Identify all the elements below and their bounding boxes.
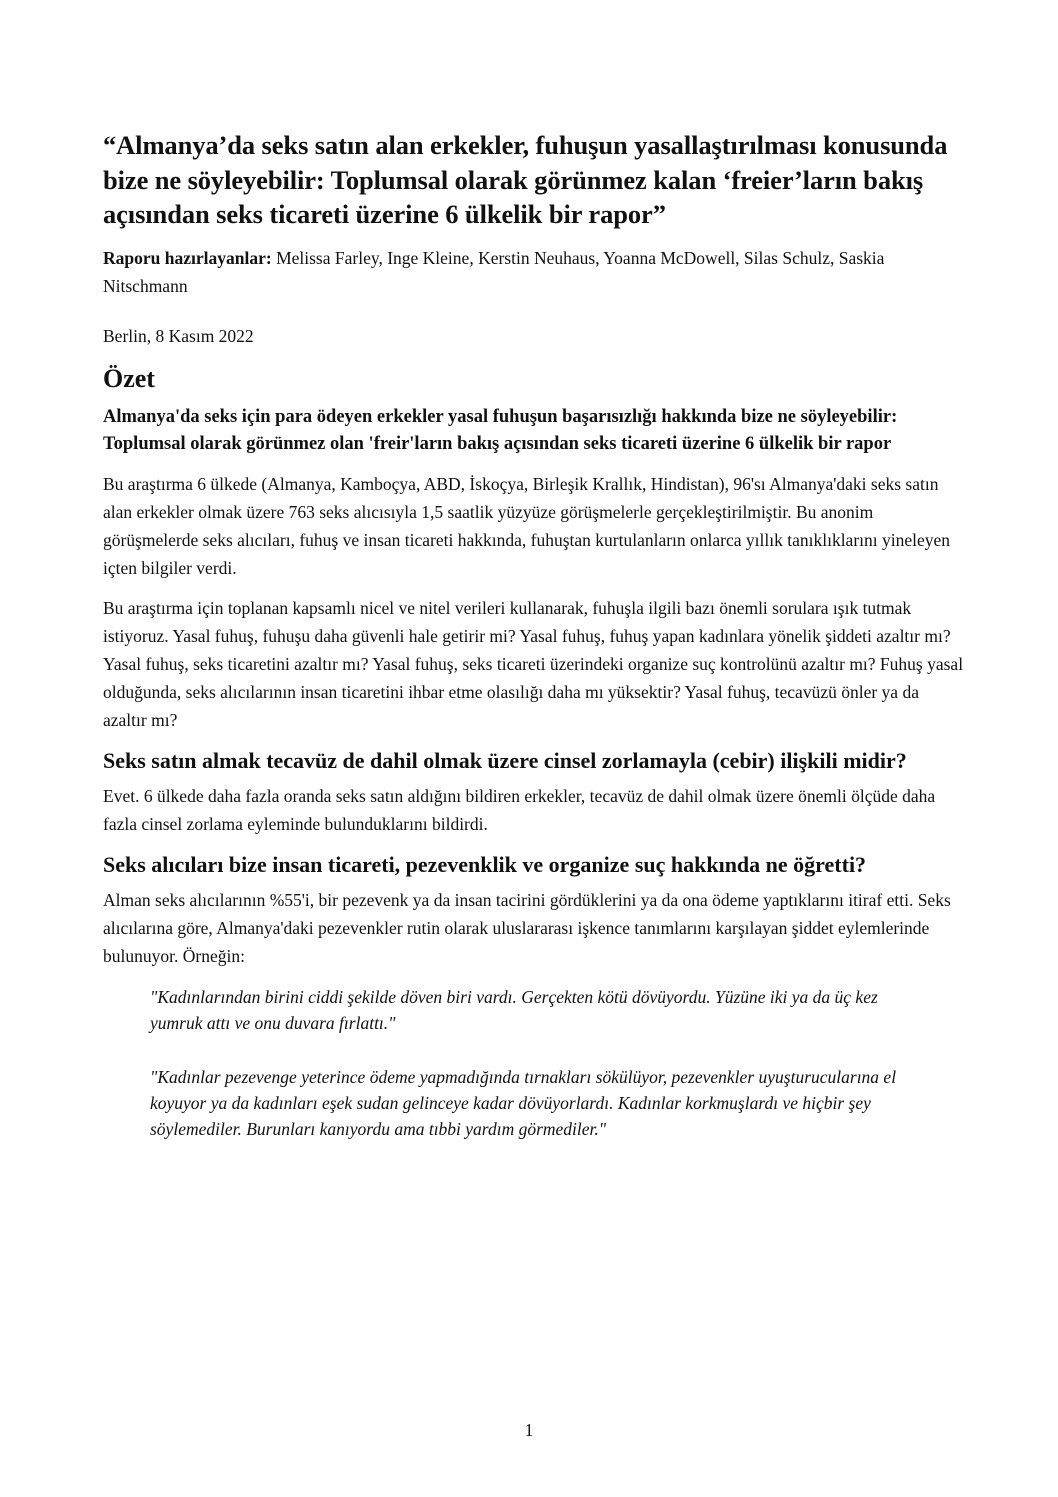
trafficking-section-heading: Seks alıcıları bize insan ticareti, pezevenklik ve organize suç hakkında ne öğretti?: [103, 851, 867, 877]
page-content: [103, 116, 965, 1142]
coercion-section-paragraph: Evet. 6 ülkede daha fazla oranda seks satın aldığını bildiren erkekler, tecavüz de dahil olmak üzere önemli ölçüde daha fazla cinsel zorlama eyleminde bulunduklarını bildirdi.: [103, 785, 936, 834]
page-number: 1: [524, 1420, 534, 1440]
authors-line: [103, 244, 965, 300]
summary-subtitle: Almanya'da seks için para ödeyen erkekler yasal fuhuşun başarısızlığı hakkında bize ne söyleyebilir: Toplumsal olarak görünmez olan 'freir'ların bakış açısından seks ticareti üzerine 6 ülkelik bir rapor: [103, 406, 898, 454]
block-quote-1: "Kadınlarından birini ciddi şekilde döven biri vardı. Gerçekten kötü dövüyordu. Yüzüne iki ya da üç kez yumruk attı ve onu duvara fırlattı.": [150, 986, 878, 1033]
place-and-date: Berlin, 8 Kasım 2022: [103, 325, 254, 346]
summary-paragraph-1: Bu araştırma 6 ülkede (Almanya, Kamboçya, ABD, İskoçya, Birleşik Krallık, Hindistan), 96'sı Almanya'daki seks satın alan erkekler olmak üzere 763 seks alıcısıyla 1,5 saatlik yüzyüze görüşmelerle gerçekleştirilmiştir. Bu anonim görüşmelerde seks alıcıları, fuhuş ve insan ticareti hakkında, fuhuştan kurtulanların onlarca yıllık tanıklıklarını yineleyen içten bilgiler verdi.: [103, 473, 951, 578]
document-title: “Almanya’da seks satın alan erkekler, fuhuşun yasallaştırılması konusunda bize ne söyleyebilir: Toplumsal olarak görünmez kalan ‘freier’ların bakış açısından seks ticareti üzerine 6 ülkelik bir rapor”: [103, 130, 948, 229]
summary-paragraph-2: Bu araştırma için toplanan kapsamlı nicel ve nitel verileri kullanarak, fuhuşla ilgili bazı önemli sorulara ışık tutmak istiyoruz. Yasal fuhuş, fuhuşu daha güvenli hale getirir mi? Yasal fuhuş, fuhuş yapan kadınlara yönelik şiddeti azaltır mı? Yasal fuhuş, seks ticaretini azaltır mı? Yasal fuhuş, seks ticareti üzerindeki organize suç kontrolünü azaltır mı? Fuhuş yasal olduğunda, seks alıcılarının insan ticaretini ihbar etme olasılığı daha mı yüksektir? Yasal fuhuş, tecavüzü önler ya da azaltır mı?: [103, 597, 964, 730]
authors-names: Melissa Farley, Inge Kleine, Kerstin Neuhaus, Yoanna McDowell, Silas Schulz, Saskia Nitschmann: [103, 247, 885, 296]
coercion-section-heading: Seks satın almak tecavüz de dahil olmak üzere cinsel zorlamayla (cebir) ilişkili midir?: [103, 747, 907, 773]
summary-heading: Özet: [103, 363, 155, 393]
authors-label: Raporu hazırlayanlar:: [103, 247, 272, 268]
trafficking-section-paragraph: Alman seks alıcılarının %55'i, bir pezevenk ya da insan tacirini gördüklerini ya da ona ödeme yaptıklarını itiraf etti. Seks alıcılarına göre, Almanya'daki pezevenkler rutin olarak uluslararası işkence tanımlarını karşılayan şiddet eylemlerinde bulunuyor. Örneğin:: [103, 889, 951, 966]
block-quote-2: "Kadınlar pezevenge yeterince ödeme yapmadığında tırnakları sökülüyor, pezevenkler uyuşturucularına el koyuyor ya da kadınları eşek sudan gelinceye kadar dövüyorlardı. Kadınlar korkmuşlardı ve hiçbir şey söylemediler. Burunları kanıyordu ama tıbbi yardım görmediler.": [150, 1066, 897, 1139]
